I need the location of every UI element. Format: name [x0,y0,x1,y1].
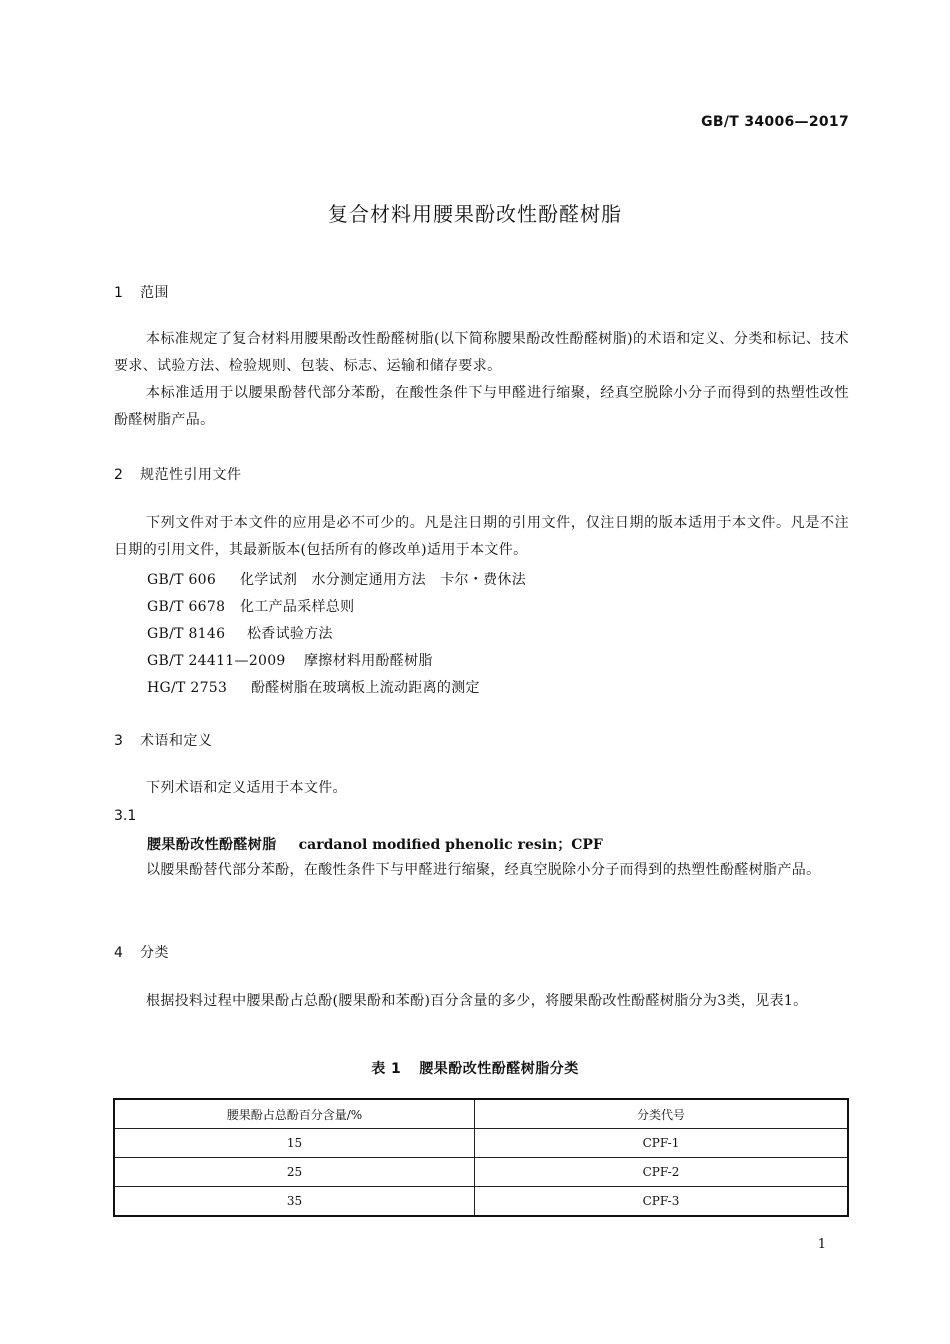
term-number: 3.1 [114,808,137,824]
document-title: 复合材料用腰果酚改性酚醛树脂 [328,202,622,226]
table-cell: CPF-1 [475,1129,849,1158]
table-row [114,1158,848,1187]
table-cell: 35 [114,1187,475,1217]
scope-paragraph-2: 本标准适用于以腰果酚替代部分苯酚，在酸性条件下与甲醛进行缩聚，经真空脱除小分子而得到的热塑性改性酚醛树脂产品。 [114,385,849,428]
section-1-title: 范围 [140,285,169,301]
reference-item [147,677,480,697]
section-4-title: 分类 [140,945,169,961]
term-entry [147,834,603,854]
scope-paragraph-1: 本标准规定了复合材料用腰果酚改性酚醛树脂(以下简称腰果酚改性酚醛树脂)的术语和定义、分类和标记、技术要求、试验方法、检验规则、包装、标志、运输和储存要求。 [114,331,849,374]
table-cell: 25 [114,1158,475,1187]
section-3-title: 术语和定义 [140,733,213,749]
table-cell: CPF-2 [475,1158,849,1187]
reference-code: GB/T 24411—2009 [147,653,286,669]
term-definition: 以腰果酚替代部分苯酚，在酸性条件下与甲醛进行缩聚，经真空脱除小分子而得到的热塑性酚醛树脂产品。 [146,862,821,878]
reference-item [147,596,354,616]
section-3-number: 3 [114,733,124,749]
section-4-number: 4 [114,945,124,961]
table-header-cell: 腰果酚占总酚百分含量/% [114,1099,475,1129]
reference-code: HG/T 2753 [147,680,228,696]
normative-intro: 下列文件对于本文件的应用是必不可少的。凡是注日期的引用文件，仅注日期的版本适用于本文件。凡是不注日期的引用文件，其最新版本(包括所有的修改单)适用于本文件。 [114,515,849,558]
reference-code: GB/T 606 [147,572,217,588]
table-row [114,1187,848,1217]
table-label: 表 1 [371,1061,402,1077]
reference-title: 摩擦材料用酚醛树脂 [304,653,433,669]
section-3-heading [114,730,213,750]
terms-intro: 下列术语和定义适用于本文件。 [146,780,347,796]
reference-code: GB/T 6678 [147,599,226,615]
section-1-heading [114,282,169,302]
section-4-heading [114,942,169,962]
reference-item [147,569,526,589]
section-2-heading [114,464,242,484]
table-cell: 15 [114,1129,475,1158]
table-caption [0,1058,950,1078]
table-cell: CPF-3 [475,1187,849,1217]
classification-table [113,1098,849,1217]
table-header-cell: 分类代号 [475,1099,849,1129]
classification-paragraph: 根据投料过程中腰果酚占总酚(腰果酚和苯酚)百分含量的多少，将腰果酚改性酚醛树脂分为3类，见表1。 [146,993,808,1009]
page-number: 1 [817,1237,826,1252]
reference-title: 化工产品采样总则 [240,599,355,615]
term-chinese: 腰果酚改性酚醛树脂 [147,837,277,853]
section-2-title: 规范性引用文件 [140,467,242,483]
reference-title: 酚醛树脂在玻璃板上流动距离的测定 [251,680,480,696]
reference-code: GB/T 8146 [147,626,226,642]
section-2-number: 2 [114,467,124,483]
reference-item [147,650,433,670]
reference-item [147,623,333,643]
table-header-row [114,1099,848,1129]
table-row [114,1129,848,1158]
term-english: cardanol modified phenolic resin；CPF [298,837,603,853]
table-title: 腰果酚改性酚醛树脂分类 [419,1061,579,1077]
reference-title: 化学试剂 水分测定通用方法 卡尔・费休法 [240,572,526,588]
standard-code: GB/T 34006—2017 [701,114,849,130]
section-1-number: 1 [114,285,124,301]
reference-title: 松香试验方法 [247,626,333,642]
